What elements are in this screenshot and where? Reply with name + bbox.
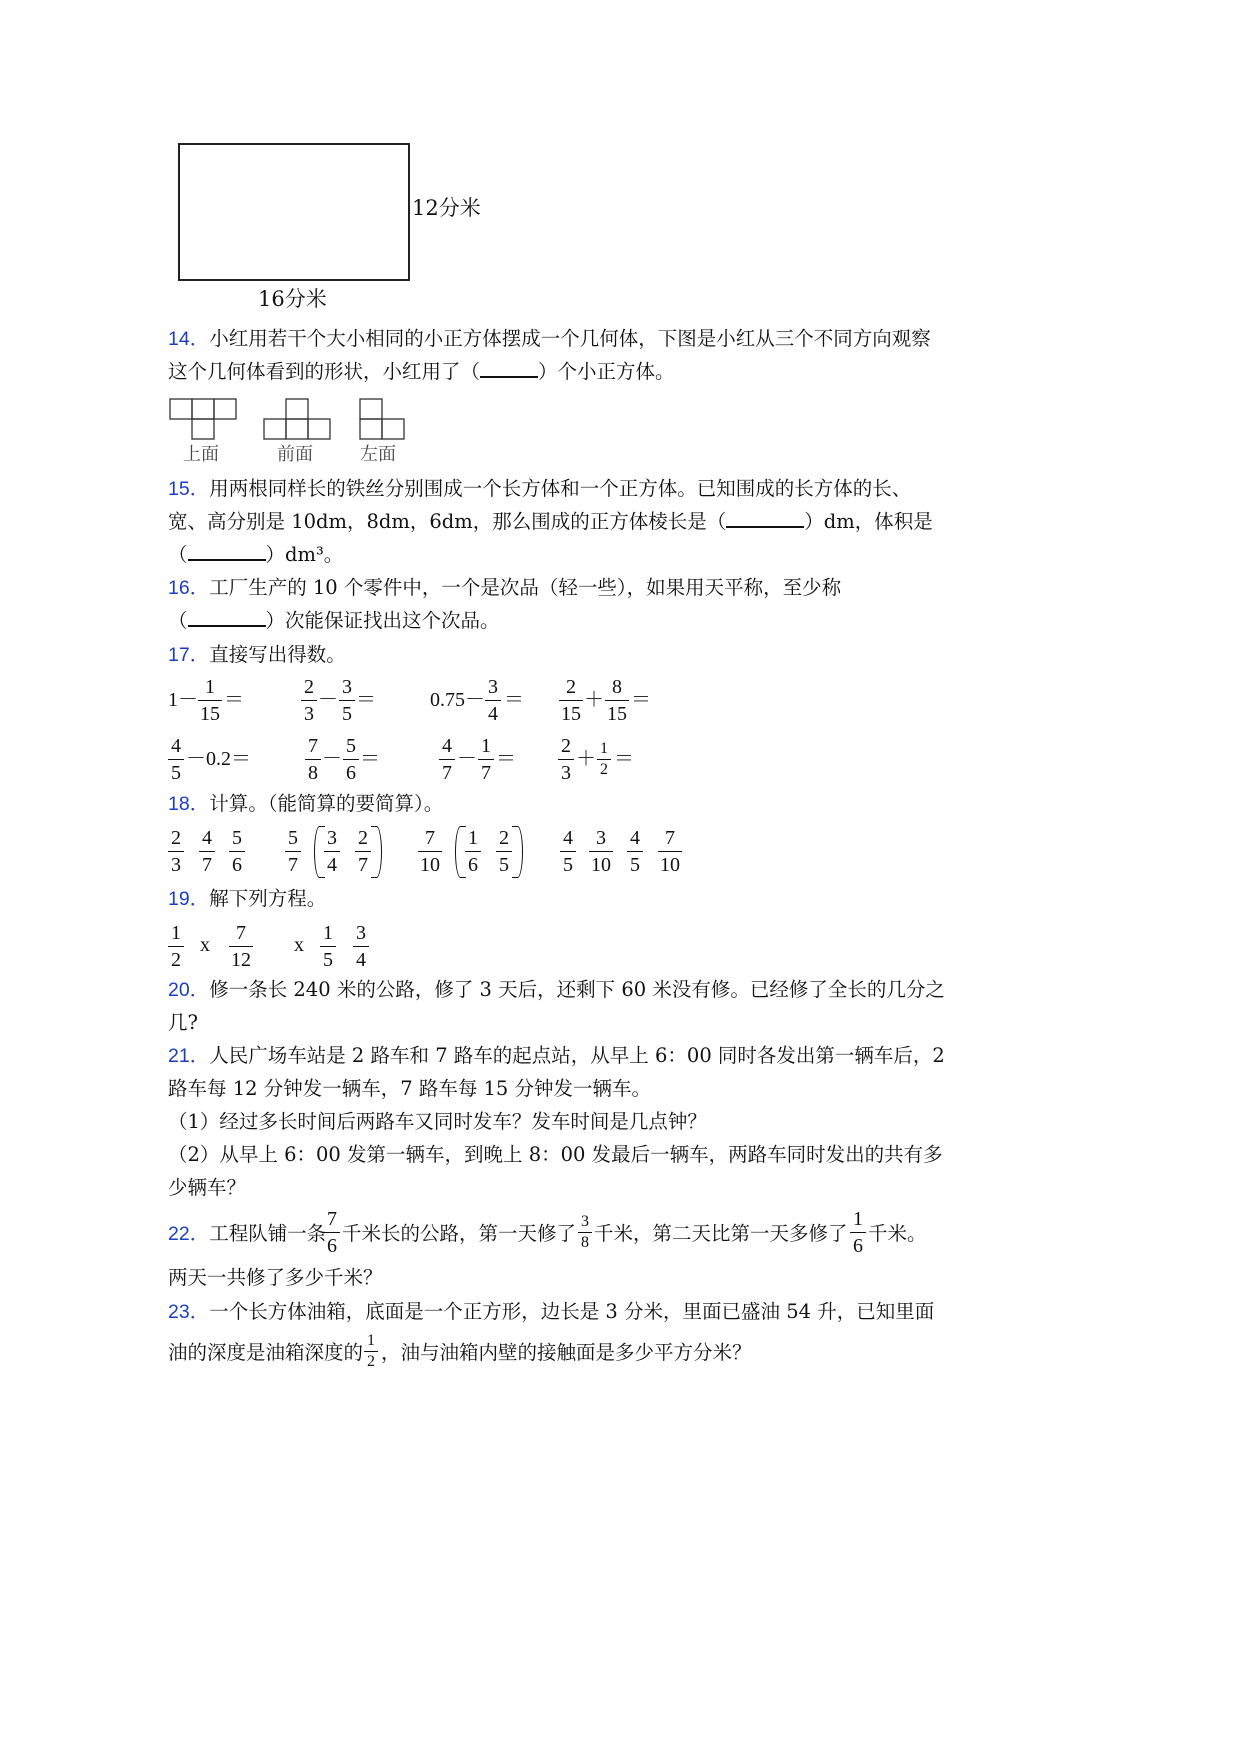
question-text: 小红用若干个大小相同的小正方体摆成一个几何体，下图是小红从三个不同方向观察	[209, 327, 931, 350]
question-19	[168, 884, 326, 914]
operator: ＋	[576, 748, 596, 770]
question-14	[168, 324, 931, 354]
question-text: 千米，第二天比第一天多修了	[594, 1222, 848, 1245]
question-text: 人民广场车站是 2 路车和 7 路车的起点站，从早上 6：00 同时各发出第一辆车后，2	[209, 1044, 945, 1067]
question-text: ）dm，体积是	[804, 510, 933, 533]
rectangle-figure	[178, 143, 410, 281]
question-text: ，油与油箱内壁的接触面是多少平方分米？	[381, 1341, 752, 1364]
fraction: 3 4	[485, 675, 501, 726]
left-view-drawing	[360, 399, 404, 439]
question-21	[168, 1041, 945, 1071]
fraction: 1 6	[850, 1207, 866, 1258]
rectangle-width-label: 16分米	[258, 287, 327, 311]
question-18	[168, 789, 443, 819]
question-text: 工程队铺一条	[209, 1222, 327, 1245]
fraction: 5 7	[285, 826, 301, 877]
question-text: 这个几何体看到的形状，小红用了（	[168, 360, 481, 383]
fraction: 3 8	[578, 1213, 592, 1252]
question-16	[168, 573, 841, 603]
fraction: 2 3	[168, 826, 184, 877]
question-22	[168, 1219, 326, 1249]
expr-tail: －0.2＝	[186, 748, 251, 770]
question-17	[168, 640, 346, 670]
question-20	[168, 975, 945, 1005]
question-23-line2: 油的深度是油箱深度的	[168, 1341, 364, 1364]
question-23	[168, 1297, 934, 1327]
question-21-sub1: （1）经过多长时间后两路车又同时发车？发车时间是几点钟？	[168, 1110, 707, 1133]
question-text: ）dm³。	[265, 543, 344, 566]
question-22-line2: 两天一共修了多少千米？	[168, 1266, 383, 1289]
three-views-figure	[165, 395, 425, 445]
question-number: 17．	[168, 644, 210, 666]
question-21-sub2-line2: 少辆车？	[168, 1176, 247, 1199]
question-15-line3	[168, 540, 343, 570]
question-21-line2: 路车每 12 分钟发一辆车，7 路车每 15 分钟发一辆车。	[168, 1077, 652, 1100]
operator: －	[457, 748, 477, 770]
variable-x: x	[200, 934, 210, 956]
fraction: 3 4	[324, 826, 340, 877]
question-text: 一个长方体油箱，底面是一个正方形，边长是 3 分米，里面已盛油 54 升，已知里面	[209, 1300, 935, 1323]
equals-sign: ＝	[496, 748, 516, 770]
question-text: 千米长的公路，第一天修了	[342, 1222, 577, 1245]
operator: －	[318, 689, 338, 711]
view-label-top: 上面	[183, 444, 219, 465]
fraction: 2 7	[355, 826, 371, 877]
question-number: 18．	[168, 793, 210, 815]
fraction: 7 10	[660, 827, 680, 876]
fraction: 1 7	[478, 734, 494, 785]
question-text: 用两根同样长的铁丝分别围成一个长方体和一个正方体。已知围成的长方体的长、	[209, 477, 912, 500]
fraction: 8 15	[607, 676, 627, 725]
fraction: 2 5	[496, 826, 512, 877]
question-number: 23．	[168, 1301, 210, 1323]
question-14-line2	[168, 357, 675, 387]
question-text: 解下列方程。	[209, 887, 327, 910]
fraction: 5 6	[229, 826, 245, 877]
fraction: 2 15	[561, 676, 581, 725]
fraction: 4 7	[199, 826, 215, 877]
question-16-line2	[168, 606, 500, 636]
question-text: 直接写出得数。	[209, 643, 346, 666]
variable-x: x	[294, 934, 304, 956]
fraction: 4 5	[560, 826, 576, 877]
answer-blank[interactable]	[480, 358, 538, 378]
view-label-front: 前面	[277, 444, 313, 465]
fraction: 3 5	[339, 675, 355, 726]
fraction: 5 6	[343, 734, 359, 785]
fraction: 7 8	[305, 734, 321, 785]
question-number: 22．	[168, 1223, 210, 1245]
top-view-drawing	[170, 399, 236, 439]
question-text: 修一条长 240 米的公路，修了 3 天后，还剩下 60 米没有修。已经修了全长的几分之	[209, 978, 945, 1001]
rectangle-height-label: 12分米	[412, 196, 481, 220]
question-21-sub2: （2）从早上 6：00 发第一辆车，到晚上 8：00 发最后一辆车，两路车同时发出的共有多	[168, 1143, 943, 1166]
question-text: 计算。（能简算的要简算）。	[209, 792, 444, 815]
fraction: 4 5	[168, 734, 184, 785]
question-number: 16．	[168, 577, 210, 599]
fraction: 1 6	[465, 826, 481, 877]
equals-sign: ＝	[360, 748, 380, 770]
question-text: 宽、高分别是 10dm，8dm，6dm，那么围成的正方体棱长是（	[168, 510, 727, 533]
fraction: 2 3	[301, 675, 317, 726]
right-parenthesis	[371, 826, 382, 878]
question-number: 20．	[168, 979, 210, 1001]
fraction: 7 6	[324, 1207, 340, 1258]
expr-3-whole: 0.75－	[430, 689, 485, 711]
question-20-line2: 几?	[168, 1011, 198, 1034]
fraction: 3 4	[353, 921, 369, 972]
expr-1-whole: 1－	[168, 689, 198, 711]
answer-blank[interactable]	[188, 607, 266, 627]
question-text: 千米。	[868, 1222, 927, 1245]
equals-sign: ＝	[356, 689, 376, 711]
fraction: 7 10	[420, 827, 440, 876]
question-text: 工厂生产的 10 个零件中，一个是次品（轻一些），如果用天平称，至少称	[209, 576, 842, 599]
view-label-left: 左面	[360, 444, 396, 465]
fraction: 7 12	[231, 922, 251, 971]
question-text: （	[168, 609, 188, 632]
question-15	[168, 474, 911, 504]
question-number: 19．	[168, 888, 210, 910]
fraction: 4 5	[627, 826, 643, 877]
question-number: 21．	[168, 1045, 210, 1067]
fraction: 3 10	[591, 827, 611, 876]
question-text: ）次能保证找出这个次品。	[265, 609, 500, 632]
answer-blank[interactable]	[726, 508, 804, 528]
question-number: 15．	[168, 478, 210, 500]
fraction: 1 2	[364, 1332, 378, 1371]
front-view-drawing	[264, 399, 330, 439]
equals-sign: ＝	[224, 689, 244, 711]
fraction: 2 3	[558, 734, 574, 785]
operator: －	[322, 748, 342, 770]
question-text: （	[168, 543, 188, 566]
equals-sign: ＝	[504, 689, 524, 711]
fraction: 1 5	[320, 921, 336, 972]
fraction: 1 2	[168, 921, 184, 972]
question-number: 14．	[168, 328, 210, 350]
fraction: 1 2	[597, 740, 611, 779]
equals-sign: ＝	[631, 689, 651, 711]
fraction: 1 15	[200, 676, 220, 725]
fraction: 4 7	[439, 734, 455, 785]
right-parenthesis	[512, 826, 523, 878]
question-15-line2	[168, 507, 933, 537]
answer-blank[interactable]	[188, 541, 266, 561]
question-text: ）个小正方体。	[538, 360, 675, 383]
operator: ＋	[584, 689, 604, 711]
equals-sign: ＝	[614, 748, 634, 770]
